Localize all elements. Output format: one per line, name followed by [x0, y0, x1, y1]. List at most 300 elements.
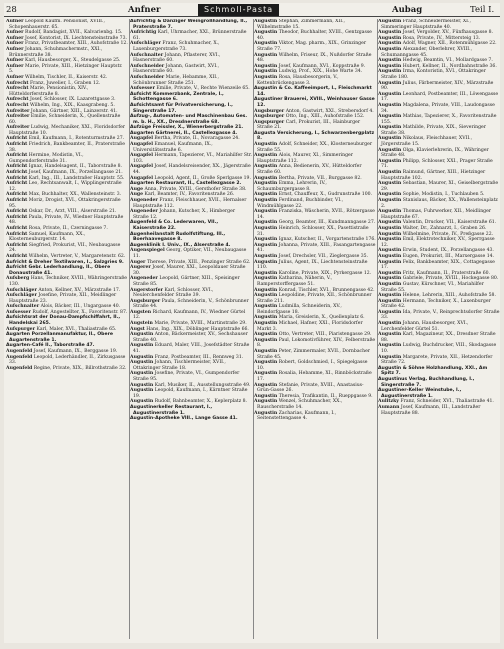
entry-name: Augustin	[254, 382, 278, 388]
directory-entry	[378, 299, 500, 310]
entry-name: Augstein	[130, 321, 153, 327]
directory-entry	[130, 416, 252, 422]
entry-name: Augustin	[378, 125, 402, 131]
entry-name: Augeneder	[130, 198, 158, 203]
entry-name: Augustin	[130, 388, 154, 394]
directory-entry	[130, 142, 252, 153]
entry-details: Hermann, Techniker, X., Laxenburger Straße 42.	[381, 298, 491, 310]
entry-name: Augustin	[378, 231, 402, 237]
entry-name: Augustin	[378, 321, 402, 327]
directory-entry	[378, 366, 500, 377]
entry-name: Augustin	[378, 198, 402, 203]
entry-name: Augarten	[130, 130, 155, 136]
directory-entry	[378, 81, 500, 92]
entry-name: Augustin	[254, 360, 278, 366]
directory-entry	[254, 226, 376, 237]
entry-details: Karl, Maler, XVI., Thaliastraße 65.	[36, 326, 117, 332]
entry-details: Karl, Hausbesorger, X., Steudelgasse 25.	[25, 58, 121, 64]
entry-name: Augustin	[378, 293, 402, 299]
entry-details: Stefanie, Private, XVIII., Anastasius-Grün-Gasse 26.	[257, 382, 364, 394]
directory-entry	[6, 332, 128, 343]
entry-details: Wilhelm, Vertreter, V., Margaretenstr. 62.	[28, 253, 126, 259]
entry-name: Augustin	[254, 181, 278, 187]
entry-name: Augenfeld	[6, 365, 33, 371]
entry-name: Augustin	[254, 175, 278, 181]
directory-entry	[378, 198, 500, 209]
directory-entry	[378, 181, 500, 192]
entry-name: Augustin	[254, 259, 278, 265]
entry-name: Augustin	[378, 102, 402, 108]
entry-details: Leopold Kaufm. Pensionist, XVIII., Schopenhauerstr. 65.	[9, 19, 105, 30]
entry-details: Gabriele, Private, XVIII., Hockegasse 80.	[402, 276, 499, 282]
entry-name: Augustin	[378, 281, 402, 287]
directory-entry	[254, 97, 376, 108]
entry-details: Hedwig, Beamtin, VI., Mollardgasse 7.	[402, 58, 493, 64]
entry-details: Thomas, Fuhrwerker, XII., Meidlinger Hauptstraße 67.	[381, 209, 492, 220]
entry-details: Eugen, Prokurist, III., Marxergasse 14.	[402, 253, 494, 259]
entry-name: Augustin	[378, 136, 402, 142]
directory-entry	[130, 30, 252, 41]
directory-entry	[254, 260, 376, 271]
entry-details: Alexander, Oberlehrer, XVIII., Schumanngasse 45.	[381, 46, 473, 58]
entry-details: Leopold, Lederhändler, II., Zirkusgasse 33.	[9, 354, 126, 366]
directory-entry	[254, 153, 376, 164]
entry-details: Wilhelmine, Private, IV., Preßgasse 22.	[402, 231, 494, 237]
entry-name: Aufschnaiter	[6, 304, 40, 310]
directory-entry	[6, 47, 128, 58]
entry-details: Felix, Bankbeamter, XIX., Cottagegasse 17.	[381, 259, 495, 271]
entry-details: Johann, Kutscher, X., Himberger Straße 12.	[133, 209, 236, 220]
entry-details: Rudolf, Angestellter, X., Favoritenstr. 87.	[32, 309, 128, 315]
entry-details: Franz, Postbeamter, III., Rennweg 31.	[154, 354, 244, 360]
entry-details: Freissler, X., Wienerbergstraße 21.	[152, 125, 244, 131]
entry-details: Rosa, Private, IV., Mittersteig 13.	[402, 35, 481, 41]
entry-details: Restaurant, I., Augustinerstraße 1.	[133, 404, 213, 416]
entry-details: Theodor, Buchhalter, XVIII., Gentzgasse 40.	[257, 30, 372, 41]
directory-entry	[6, 142, 128, 153]
entry-name: Augustin	[378, 147, 402, 153]
entry-name: Aufricht	[6, 209, 28, 215]
entry-name: Augenklinik	[130, 242, 161, 248]
entry-details: Marie, Private, XIII., Hietzinger Hauptstr. 5.	[9, 63, 123, 75]
entry-details: Friedrich, Bankbeamter, II., Praterstraße 38.	[9, 142, 125, 153]
directory-entry	[254, 321, 376, 332]
entry-name: Augustin & Söhne	[378, 365, 425, 371]
entry-name: Aufricht	[6, 153, 28, 159]
directory-entry	[378, 377, 500, 388]
entry-details: Porzellanmanufaktur, II., Obere Augartenstraße 1.	[9, 332, 113, 343]
directory-entry	[130, 92, 252, 103]
entry-name: Aufricht	[6, 136, 28, 142]
entry-details: Samuel, Kaufmann, XX., Klosterneuburgerstr. 14.	[9, 231, 86, 243]
entry-details: Kommerzbank, Zentrale, I., Schottengasse 6.	[133, 91, 224, 103]
directory-entry	[130, 41, 252, 52]
entry-details: Verlag, Buchhandlung, I., Singerstraße 7.	[381, 377, 475, 388]
entry-name: Augustin	[378, 343, 402, 349]
directory-entry	[6, 366, 128, 372]
entry-details: Franz, Fleischhauer, XVII., Hernalser Hauptstraße 112.	[133, 198, 247, 209]
entry-details: Moriz, Drogist, XVI., Ottakringerstraße 95.	[9, 198, 121, 209]
entry-details: Anton, Kellner, XV., Märzstraße 17.	[38, 287, 121, 293]
entry-details: Johann, Tischlermeister, XVII., Ottakringer Straße 18.	[133, 360, 226, 371]
entry-name: Augustin	[254, 253, 278, 259]
entry-name: Aufner	[6, 19, 24, 24]
directory-entry	[6, 198, 128, 209]
entry-details: Helene, Lehrerin, XIII., Auhofstraße 58.	[402, 293, 496, 299]
entry-name: Aufricht	[6, 253, 28, 259]
directory-entry	[378, 47, 500, 58]
entry-name: Aufner	[6, 41, 24, 47]
entry-details: Leopold, Agent, II., Große Sperlgasse 19.	[154, 175, 251, 181]
entry-details: Karl, Schlosser, XVI., Neulerchenfelder Straße 39.	[133, 287, 214, 299]
entry-details: Josef, Schlosser, IX. Lazarettgasse 3.	[29, 97, 116, 103]
entry-name: Augustin	[254, 315, 278, 321]
directory-entry	[130, 299, 252, 310]
directory-entry	[6, 355, 128, 366]
entry-details: Josefine, Private, XII., Meidlinger Hauptstraße 23.	[9, 293, 117, 304]
entry-name: Augustin	[378, 225, 402, 231]
entry-name: Augapfel	[130, 153, 153, 159]
entry-name: Augustin	[254, 276, 278, 282]
entry-details: Lederhandlung, II., Obere Donaustraße 41.	[9, 265, 111, 276]
entry-name: Augustin	[254, 337, 278, 343]
directory-entry	[378, 92, 500, 103]
entry-name: Augustin	[254, 393, 278, 399]
entry-details: Franz, Privatbeamter, XIII., Auhofstraße 12.	[25, 41, 128, 47]
entry-name: Aufricht Gebr.	[6, 265, 42, 271]
entry-name: Aufricht & Dreher	[6, 259, 52, 265]
directory-entry	[130, 405, 252, 416]
entry-name: Augapfel	[130, 164, 153, 170]
entry-details: Heinrich, Schlosser, XX., Pasettistraße 31.	[257, 225, 369, 237]
directory-entry	[130, 248, 252, 259]
entry-details: Gustav, Kürschner, VI., Mariahilfer Straße 55.	[381, 281, 484, 293]
directory-entry	[130, 114, 252, 125]
entry-details: Emanuel, Kaufmann, IX., Universitätsstraße 6.	[133, 142, 213, 153]
entry-name: Augerer	[130, 265, 151, 271]
entry-details: Josef, Maurer, XXI., Leopoldauer Straße 30.	[133, 265, 246, 276]
entry-details: Ignaz, Kutscher, II., Vorgartenstraße 176.	[278, 237, 376, 243]
entry-name: Aufsichtsamt	[130, 102, 165, 108]
entry-name: Augustin	[378, 69, 402, 75]
entry-name: Augapfel	[130, 142, 153, 148]
directory-entry	[378, 148, 500, 159]
entry-details: Rosa, Private, II., Czerningasse 7.	[28, 225, 108, 231]
directory-entry	[254, 142, 376, 153]
entry-details: Josefine, Private, VI., Gumpendorfer Straße 95.	[133, 371, 240, 382]
entry-name: Aufner	[6, 46, 24, 52]
entry-name: Augsburger	[130, 298, 161, 304]
directory-entry	[254, 41, 376, 52]
entry-name: Aufzug-, Automaten- und Maschinenbau	[130, 114, 235, 120]
entry-name: Augustin	[254, 332, 278, 338]
directory-entry	[130, 198, 252, 209]
directory-entry	[254, 411, 376, 422]
directory-entry	[254, 304, 376, 315]
entry-details: Josef, Kaufmann, IX., Berggasse 19.	[33, 349, 118, 355]
entry-name: Augeneder	[130, 276, 158, 282]
entry-details: Johann, Gastwirt, XVI., Hasnerstraße 60.	[133, 63, 220, 75]
entry-details: Peter, Zimmermaler, XVII., Dornbacher Straße 45.	[257, 349, 371, 360]
entry-details: Franz, Schneidermeister, XI., Simmeringer Hauptstraße 40.	[381, 19, 471, 30]
directory-entry	[378, 103, 500, 114]
directory-entry	[254, 120, 376, 131]
entry-name: Augustin	[130, 371, 154, 377]
entry-name: Augsten	[130, 309, 152, 315]
directory-entry	[130, 103, 252, 114]
directory-entry	[378, 388, 500, 399]
directory-entry	[6, 276, 128, 287]
directory-entry	[254, 164, 376, 175]
entry-name: Augustin	[378, 192, 402, 198]
entry-name: Augustin	[378, 332, 402, 338]
entry-details: Walter, Dr., Zahnarzt, I., Graben 26.	[402, 225, 487, 231]
directory-entry	[254, 349, 376, 360]
entry-name: Augustin	[254, 349, 278, 355]
entry-details: Hans, Techniker, XVIII., Währingerstraße 130.	[9, 276, 128, 287]
entry-name: Augustin	[378, 58, 402, 64]
entry-name: Aufricht	[6, 142, 28, 148]
entry-details: Weingroßhandlung, II., Praterstraße 7.	[133, 19, 248, 30]
entry-details: Anton, Bäckermeister, XV., Sechshauser Straße 40.	[133, 332, 248, 343]
entry-details: Otto, Ing., XIII., Auhofstraße 152.	[285, 114, 365, 120]
entry-details: Hermine, Modistin, VI., Gumpendorferstraße 31.	[9, 153, 84, 164]
entry-name: Augenfeld	[6, 349, 33, 355]
entry-name: Aufsesser	[130, 86, 155, 92]
entry-name: Augapfel	[130, 136, 153, 142]
entry-details: Karl, Uhrmacher, XXI., Brünnerstraße 61.	[133, 30, 247, 41]
entry-details: Ludwig, Mechaniker, XXI., Floridsdorfer Hauptstraße 10.	[9, 125, 125, 136]
entry-name: Augusta	[254, 130, 276, 136]
entry-details: Adolf, Schneider, XX., Klosterneuburger Straße 55.	[257, 142, 373, 153]
directory-entry	[254, 30, 376, 41]
entry-name: Augenfeld	[6, 354, 33, 360]
directory-entry	[6, 265, 128, 276]
entry-name: Augustinus	[378, 377, 408, 382]
entry-name: Augustin	[378, 354, 402, 360]
directory-entry	[6, 315, 128, 326]
directory-entry	[378, 321, 500, 332]
entry-details: Irma, Kontoristin, XVI., Ottakringer Straße 180.	[381, 69, 486, 80]
entry-name: Aufner	[6, 74, 24, 80]
entry-name: Augustin	[378, 80, 402, 86]
entry-name: Augarten	[6, 332, 31, 338]
directory-entry	[378, 343, 500, 354]
directory-entry	[254, 181, 376, 192]
directory-entry	[378, 125, 500, 136]
entry-name: Augapfel	[130, 175, 153, 181]
entry-details: Rudolf, Bahnbeamter, X., Keplerplatz 8.	[154, 399, 247, 405]
directory-entry	[130, 164, 252, 175]
entry-name: Aufreiter	[6, 125, 30, 131]
entry-details: Otto, Vertreter, VIII., Piaristengasse 29.	[278, 332, 372, 338]
entry-name: Aufner	[6, 30, 24, 36]
entry-details: Josef, Kontorist, IX. Liechtensteinstraße 73.	[25, 35, 127, 41]
entry-details: Bertha, Private, VII., Burggasse 82.	[278, 175, 362, 181]
entry-name: Aufschnaiter	[130, 52, 164, 58]
entry-name: Augustin	[378, 253, 402, 259]
entry-details: Johanna, Private, XIII., Fasangartengasse 41.	[257, 242, 376, 254]
entry-name: Augustin	[378, 181, 402, 187]
entry-name: Augenheilanstalt	[130, 231, 175, 237]
directory-entry	[254, 131, 376, 142]
entry-details: Marie, Private, XVIII., Martinstraße 29.	[154, 321, 247, 327]
entry-name: Augustin	[254, 164, 278, 170]
entry-name: Augustin	[254, 209, 278, 215]
directory-entry	[378, 332, 500, 343]
entry-details: Anna, Bedienerin, XV., Hütteldorfer Straße 60.	[257, 164, 362, 176]
entry-name: Aufschneider	[130, 74, 165, 80]
entry-details: Karl, Magazineur, XX., Dresdner Straße 88.	[381, 332, 496, 343]
entry-name: Augustin	[378, 237, 402, 243]
directory-entry	[6, 232, 128, 243]
directory-entry	[130, 343, 252, 354]
entry-name: Augustin	[254, 198, 278, 203]
directory-entry	[378, 237, 500, 248]
entry-name: Aufner	[6, 63, 24, 69]
entry-details: Paul, Lokomotivführer, XIV., Felberstraße 8.	[257, 337, 376, 349]
directory-entry	[130, 153, 252, 164]
entry-details: Bertha, Private, II., Novaragasse 24.	[154, 136, 240, 142]
entry-name: Augustiner-Keller	[378, 388, 424, 394]
entry-details: Rudolf, Bandagist, XVII., Kalvarienbg. 15.	[25, 30, 123, 36]
directory-entry	[130, 288, 252, 299]
directory-entry	[130, 276, 252, 287]
entry-details: Karl, Ing., III., Landstraßer Hauptstr. 55.	[28, 175, 125, 181]
entry-name: Auge	[130, 192, 144, 198]
entry-name: Augustin	[378, 259, 402, 265]
entry-details: Hermann, Tapezierer, VI., Mariahilfer Str. 103.	[133, 153, 252, 164]
directory-entry	[378, 159, 500, 170]
directory-entry	[254, 243, 376, 254]
entry-details: Hans, Ing., XIX., Döblinger Hauptstraße 66.	[146, 326, 249, 332]
entry-name: Augustin	[254, 69, 278, 75]
column-2	[130, 19, 252, 639]
entry-details: Ida, Private, V., Reinprechtsdorfer Straße 33.	[381, 309, 500, 321]
entry-name: Augustin	[254, 74, 278, 80]
entry-name: Augustin	[378, 30, 402, 36]
entry-details: Josef, Handelsreisender, XX., Jägerstraße 44.	[133, 164, 251, 176]
entry-details: Fritz, Kaufmann, II., Praterstraße 60.	[402, 270, 491, 276]
entry-details: Ges. m. b. H., XX., Dresdnerstraße 68.	[133, 114, 248, 125]
entry-details: Wenzel, Schuhmacher, XX., Rauscherstraße 14.	[257, 399, 343, 410]
entry-details: Rosa, Hausbesorgerin, V., Kettenbrückengasse 3.	[257, 74, 339, 86]
entry-details: Hubert, Kellner, II., Nordbahnstraße 36.	[402, 63, 497, 69]
entry-name: Augarten	[130, 181, 155, 187]
entry-name: Augenfeld & Co.	[130, 220, 172, 226]
entry-name: Aufschläger	[130, 41, 161, 47]
directory-entry	[378, 355, 500, 366]
entry-details: Alois, Bäcker, III., Ungargasse 40.	[40, 304, 121, 310]
entry-name: Aufricht	[6, 181, 28, 187]
entry-name: Augustin	[254, 321, 278, 327]
header-banner: Schmoll-Pasta	[198, 4, 279, 16]
entry-details: Franz, Schuhmacher, X., Laxenburgerstraße 73.	[133, 41, 220, 52]
entry-details: Ludwig, Prof., XIX., Hohe Warte 34.	[278, 69, 363, 75]
directory-entry	[130, 360, 252, 371]
directory-entry	[254, 383, 376, 394]
entry-details: Raimund, Gärtner, XIII., Hietzinger Hauptstraße 102.	[381, 170, 486, 181]
entry-details: Josef, Drechsler, VII., Zieglergasse 35.	[278, 253, 369, 259]
directory-entry	[6, 153, 128, 164]
entry-details: Lederwaren, VII., Kaiserstraße 22.	[133, 220, 219, 231]
entry-details: I. Univ., IX., Alserstraße 4.	[162, 242, 231, 248]
entry-name: Augustin	[130, 399, 154, 405]
column-3	[254, 19, 376, 639]
entry-details: Leopold, Kaufmann, I., Kärntner Straße 19.	[133, 388, 248, 399]
entry-details: Ludmilla, Schneiderin, XV., Reindorfgasse 18.	[257, 304, 342, 315]
entry-details: Magdalena, Private, VIII., Laudongasse 34.	[381, 102, 495, 114]
entry-details: II., Taborstraße 47.	[45, 343, 95, 349]
page-number: 28	[6, 5, 17, 15]
directory-entry	[6, 125, 128, 136]
entry-name: Aulitzky	[378, 399, 399, 405]
entry-name: Aufrecht	[6, 102, 29, 108]
entry-details: Wilhelm, Friseur, IX., Nußdorfer Straße 48.	[257, 52, 372, 64]
directory-entry	[378, 282, 500, 293]
entry-details: Kaffeeimport, I., Fleischmarkt 14.	[257, 86, 372, 97]
directory-entry	[254, 399, 376, 410]
entry-name: Augustinerkeller	[130, 404, 174, 410]
entry-name: Augustin	[254, 63, 278, 69]
entry-name: Aufricht	[6, 231, 28, 237]
entry-details: Zacharias, Kaufmann, I., Seitenstettengasse 4.	[257, 410, 337, 422]
entry-name: Augustiner	[254, 97, 283, 103]
entry-details: Emilie, Private, V., Rechte Wienzeile 65.	[156, 86, 250, 92]
entry-name: Augst	[130, 326, 145, 332]
directory-entry	[254, 293, 376, 304]
directory-entry	[254, 53, 376, 64]
entry-name: Aufricht	[6, 175, 28, 181]
entry-name: Augustin	[254, 287, 278, 293]
directory-entry	[378, 170, 500, 181]
entry-name: Aufrecht	[6, 80, 29, 86]
entry-name: Augustin	[254, 399, 278, 405]
entry-details: Franz, Juwelier, I., Graben 12.	[29, 80, 101, 86]
entry-name: Augustin	[378, 19, 402, 24]
entry-details: Versicherung, I., Schwarzenbergplatz 8.	[257, 130, 375, 142]
entry-details: Emilie, Schneiderin, X., Quellenstraße 60.	[9, 114, 121, 125]
directory-entry	[254, 75, 376, 86]
directory-page	[4, 3, 500, 643]
directory-entry	[130, 232, 252, 243]
entry-name: Augustin	[254, 192, 278, 198]
directory-entry	[130, 371, 252, 382]
entry-details: Adolf, Wagner, XII., Rotenmühlgasse 22.	[402, 41, 497, 47]
column-4	[378, 19, 500, 639]
entry-details: Wilhelm, Tischler, II., Kaiserstr. 42.	[25, 74, 108, 80]
entry-details: Marie, Hebamme, XII., Schönbrunner Straße 251.	[133, 74, 219, 86]
directory-entry	[130, 388, 252, 399]
entry-details: Olga, Klavierlehrerin, IX., Währinger Straße 48.	[381, 147, 489, 159]
directory-entry	[130, 64, 252, 75]
entry-name: Aufschneider	[130, 63, 165, 69]
entry-name: Augustin	[130, 343, 154, 349]
entry-details: Max, Buchhalter, XX., Wallensteinstr. 3.	[28, 192, 122, 198]
entry-details: Josef, Vergolder, XV., Fünfhausgasse 8.	[402, 30, 494, 36]
entry-details: Emil, Kaufmann, I., Rotenturmstraße 27.	[28, 136, 125, 142]
entry-name: Aufner	[6, 35, 24, 41]
entry-details: Karl, Musiker, II., Ausstellungsstraße 49.	[154, 382, 251, 388]
entry-name: Augustin	[378, 41, 402, 47]
entry-details: Rudolfstiftung, III., Boerhaavegasse 8.	[133, 231, 226, 243]
entry-name: Augustin	[254, 30, 278, 36]
entry-name: Augustin	[254, 19, 278, 24]
directory-entry	[130, 310, 252, 321]
entry-details: Julius, Färbermeister, XIV., Märzstraße 90.	[381, 80, 494, 92]
directory-entry	[378, 136, 500, 147]
entry-details: Georg, Beamter, III., Kundmanngasse 27.	[278, 220, 376, 226]
